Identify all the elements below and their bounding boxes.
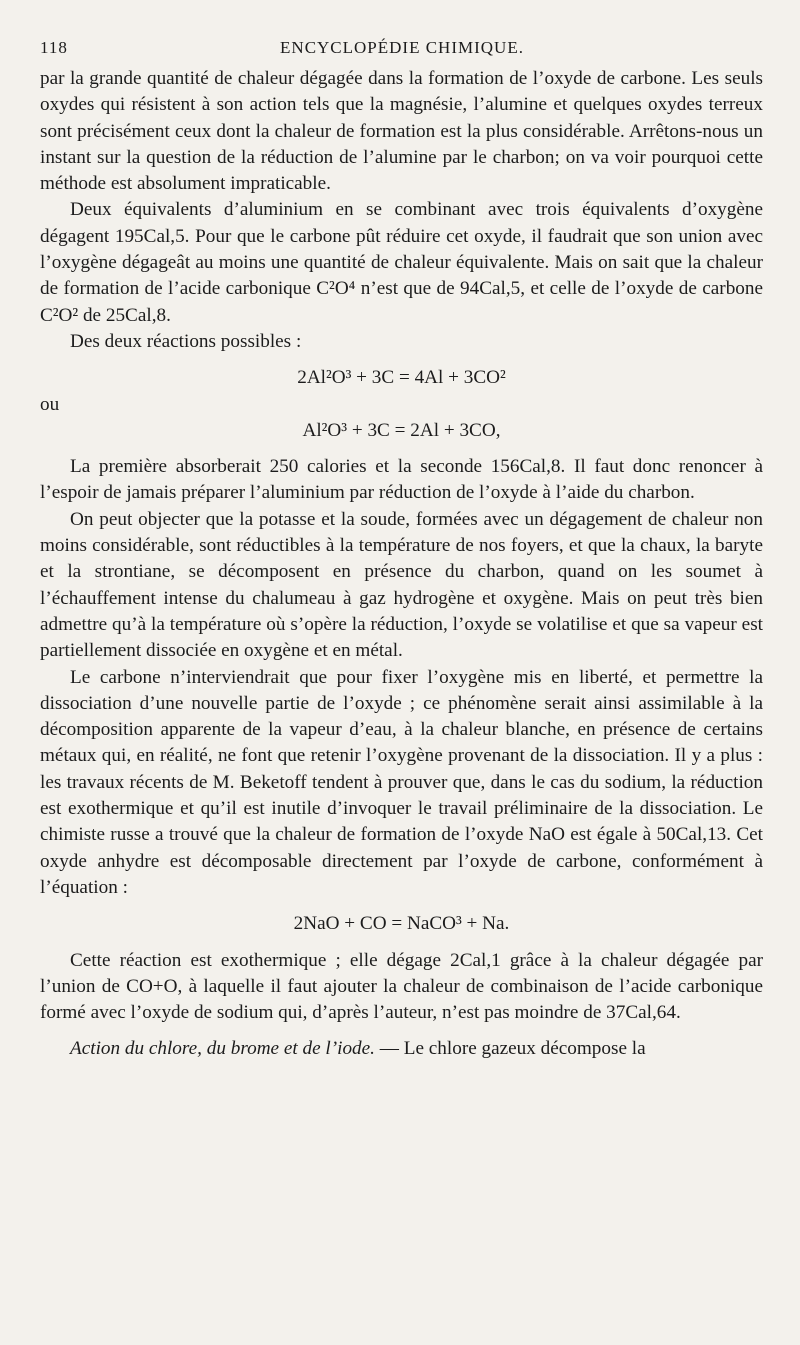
equation-1: 2Al²O³ + 3C = 4Al + 3CO² — [297, 367, 506, 389]
page-number: 118 — [40, 38, 68, 57]
paragraph-4: La première absorberait 250 calories et la seconde 156Cal,8. Il faut donc renoncer à l’espoir de jamais préparer l’aluminium par réduction de l’oxyde à l’aide du charbon. — [40, 456, 763, 504]
equation-3: 2NaO + CO = NaCO³ + Na. — [293, 913, 510, 935]
section-heading-italic: Action du chlore, du brome et de l’iode. — [70, 1038, 375, 1060]
paragraph-3: Des deux réactions possibles : — [70, 330, 302, 352]
page-body — [40, 66, 763, 1063]
paragraph-6: Le carbone n’interviendrait que pour fixer l’oxygène mis en liberté, et permettre la dissociation d’une nouvelle partie de l’oxyde ; ce phénomène serait ainsi assimilable à la décomposition apparente de la vapeur d’eau, à la chaleur blanche, en présence de certains métaux qui, en réalité, ne font que retenir l’oxygène provenant de la dissociation. Il y a plus : les travaux récents de M. Beketoff tendent à prouver que, dans le cas du sodium, la réduction est exothermique et qu’il est inutile d’invoquer le travail préliminaire de la dissociation. Le chimiste russe a trouvé que la chaleur de formation de l’oxyde NaO est égale à 50Cal,13. Cet oxyde anhydre est décomposable directement par l’oxyde de carbone, conformément à l’équation : — [40, 666, 763, 898]
paragraph-5: On peut objecter que la potasse et la soude, formées avec un dégagement de chaleur non moins considérable, sont réductibles à la température de nos foyers, et que la chaux, la baryte et la strontiane, se décomposent en présence du charbon, quand on les soumet à l’échauffement intense du chalumeau à gaz hydrogène et oxygène. Mais on peut très bien admettre qu’à la température où s’opère la réduction, l’oxyde se volatilise et que sa vapeur est partiellement dissociée en oxygène et en métal. — [40, 508, 763, 662]
paragraph-8 — [40, 1036, 763, 1062]
paragraph-8-text: — Le chlore gazeux décompose la — [374, 1038, 646, 1060]
equation-2: Al²O³ + 3C = 2Al + 3CO, — [302, 419, 501, 441]
paragraph-1: par la grande quantité de chaleur dégagée dans la formation de l’oxyde de carbone. Les seuls oxydes qui résistent à son action tels que la magnésie, l’alumine et quelques oxydes terreux sont précisément ceux dont la chaleur de formation est la plus considérable. Arrêtons-nous un instant sur la question de la réduction de l’alumine par le charbon; on va voir pourquoi cette méthode est absolument impraticable. — [40, 68, 763, 195]
paragraph-2: Deux équivalents d’aluminium en se combinant avec trois équivalents d’oxygène dégagent 195Cal,5. Pour que le carbone pût réduire cet oxyde, il faudrait que son union avec l’oxygène dégageât au moins une quantité de chaleur équivalente. Mais on sait que la chaleur de formation de l’acide carbonique C²O⁴ n’est que de 94Cal,5, et celle de l’oxyde de carbone C²O² de 25Cal,8. — [40, 199, 763, 326]
conjunction-ou: ou — [40, 393, 60, 415]
paragraph-7: Cette réaction est exothermique ; elle dégage 2Cal,1 grâce à la chaleur dégagée par l’union de CO+O, à laquelle il faut ajouter la chaleur de combinaison de l’acide carbonique formé avec l’oxyde de sodium qui, d’après l’auteur, n’est pas moindre de 37Cal,64. — [40, 949, 763, 1024]
running-title: ENCYCLOPÉDIE CHIMIQUE. — [280, 38, 524, 57]
